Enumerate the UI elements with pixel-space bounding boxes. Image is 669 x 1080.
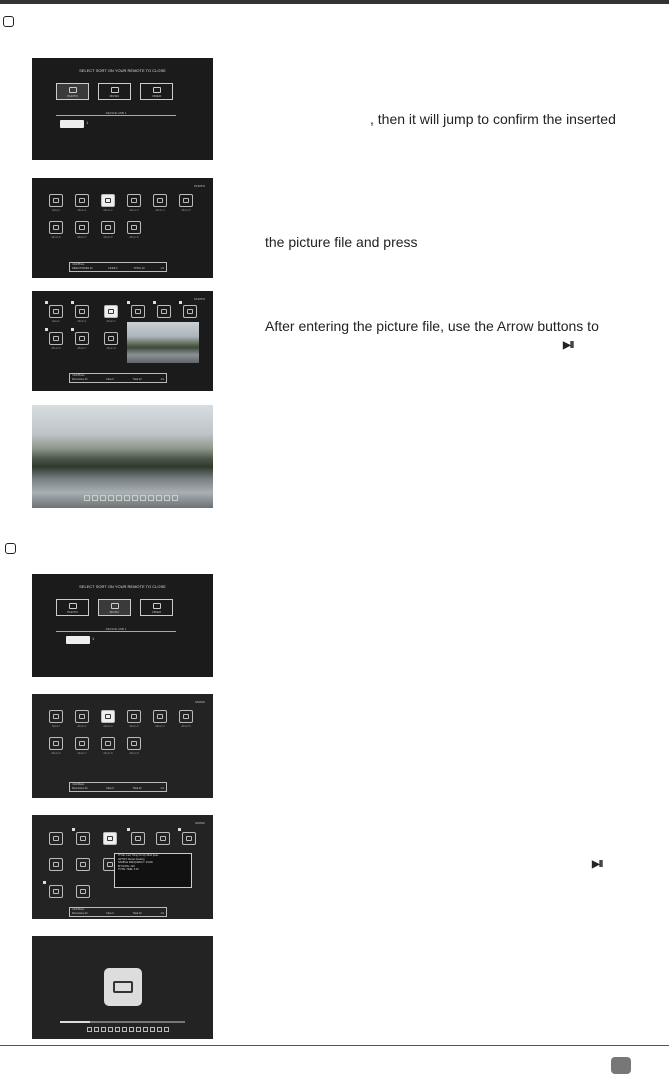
camera-icon bbox=[49, 221, 63, 234]
speaker-icon bbox=[127, 710, 141, 723]
speaker-icon bbox=[127, 737, 141, 750]
photo-select-screenshot bbox=[32, 291, 213, 391]
grid-label: Album 5 bbox=[181, 725, 191, 728]
speaker-icon bbox=[111, 603, 119, 609]
grid-label: Album 8 bbox=[103, 236, 113, 239]
speaker-icon bbox=[153, 710, 167, 723]
grid-label: Return bbox=[52, 725, 60, 728]
camera-icon bbox=[75, 332, 89, 345]
speaker-icon bbox=[49, 885, 63, 898]
checkbox-icon bbox=[178, 828, 181, 831]
source-photo: PHOTO bbox=[56, 83, 89, 100]
control-button-icon bbox=[129, 1027, 134, 1032]
usb-label: 1 bbox=[86, 120, 89, 125]
grid-label: Return bbox=[52, 320, 60, 323]
camera-icon bbox=[131, 305, 145, 318]
folder-label: MUSIC bbox=[195, 821, 205, 825]
return-icon bbox=[49, 194, 63, 207]
music-select-screenshot bbox=[32, 815, 213, 919]
source-music: MUSIC bbox=[98, 83, 131, 100]
control-button-icon bbox=[84, 495, 90, 501]
checkbox-icon bbox=[127, 301, 130, 304]
status-bar bbox=[69, 373, 167, 383]
grid-label: Return bbox=[52, 209, 60, 212]
status-page: 1/1 bbox=[160, 378, 164, 381]
control-button-icon bbox=[116, 495, 122, 501]
track-info-line: ARTIST: Ronan Keating bbox=[118, 857, 145, 861]
camera-icon bbox=[104, 332, 118, 345]
top-rule bbox=[0, 0, 669, 4]
grid-label: Album 2 bbox=[103, 725, 113, 728]
camera-icon bbox=[69, 603, 77, 609]
checkbox-icon bbox=[71, 328, 74, 331]
grid-label: Album 1 bbox=[77, 725, 87, 728]
music-playing-screenshot bbox=[32, 936, 213, 1039]
status-total: TOTAL:10 bbox=[133, 267, 145, 270]
status-path: /Usb/Music bbox=[72, 908, 85, 911]
track-info-box bbox=[114, 853, 192, 888]
status-dirs: Directories:10 bbox=[72, 787, 88, 790]
control-button-icon bbox=[136, 1027, 141, 1032]
source-row bbox=[56, 599, 173, 616]
control-button-icon bbox=[140, 495, 146, 501]
photo-preview bbox=[127, 322, 199, 363]
checkbox-icon bbox=[43, 881, 46, 884]
camera-icon bbox=[75, 194, 89, 207]
control-button-icon bbox=[156, 495, 162, 501]
photo-fullscreen-screenshot bbox=[32, 405, 213, 508]
play-pause-icon: ▶II bbox=[563, 340, 574, 351]
grid-label: Album 9 bbox=[129, 752, 139, 755]
video-icon bbox=[153, 603, 161, 609]
grid-label: Album 7 bbox=[77, 752, 87, 755]
status-files: Files:0 bbox=[106, 912, 114, 915]
grid-label: Album 6 bbox=[51, 236, 61, 239]
photo-desc-line-2: the picture file and press bbox=[265, 234, 418, 250]
status-dirs: DIRECTORIES:10 bbox=[72, 267, 93, 270]
speaker-icon bbox=[76, 885, 90, 898]
device-divider bbox=[56, 631, 176, 632]
camera-icon bbox=[75, 221, 89, 234]
camera-icon bbox=[183, 305, 197, 318]
bottom-rule bbox=[0, 1045, 669, 1046]
usb-icon bbox=[66, 636, 90, 644]
photo-desc-line-3: After entering the picture file, use the Arrow buttons to bbox=[265, 318, 599, 334]
control-button-icon bbox=[124, 495, 130, 501]
speaker-icon bbox=[182, 832, 196, 845]
control-button-icon bbox=[108, 1027, 113, 1032]
control-button-icon bbox=[172, 495, 178, 501]
status-total: Total:10 bbox=[132, 378, 142, 381]
grid-label: Album 3 bbox=[129, 725, 139, 728]
music-control-bar bbox=[87, 1027, 169, 1032]
status-page: 1/1 bbox=[160, 912, 164, 915]
folder-label: PHOTO bbox=[194, 184, 205, 188]
status-bar bbox=[69, 907, 167, 917]
track-info-line: TOTAL TIME: 3:15 bbox=[118, 868, 139, 872]
grid-label: Album 8 bbox=[103, 752, 113, 755]
photo-source-screenshot bbox=[32, 58, 213, 160]
checkbox-icon bbox=[45, 328, 48, 331]
folder-label: MUSIC bbox=[195, 700, 205, 704]
status-dirs: Directories:10 bbox=[72, 378, 88, 381]
control-button-icon bbox=[157, 1027, 162, 1032]
section-music-marker-icon bbox=[5, 543, 16, 554]
checkbox-icon bbox=[127, 828, 130, 831]
camera-icon bbox=[127, 221, 141, 234]
checkbox-icon bbox=[179, 301, 182, 304]
track-info-line: SAMPLE FREQUENCY: 44100 bbox=[118, 861, 153, 865]
grid-label: Album 5 bbox=[181, 209, 191, 212]
music-source-screenshot bbox=[32, 574, 213, 677]
source-video: VIDEO bbox=[140, 599, 173, 616]
device-divider bbox=[56, 115, 176, 116]
source-title: SELECT SORT ON YOUR REMOTE TO CLOSE bbox=[79, 584, 166, 589]
folder-label: PHOTO bbox=[194, 297, 205, 301]
grid-label: Album 4 bbox=[155, 725, 165, 728]
music-grid-screenshot bbox=[32, 694, 213, 798]
camera-icon bbox=[101, 194, 115, 207]
status-dirs: Directories:10 bbox=[72, 912, 88, 915]
source-music: MUSIC bbox=[98, 599, 131, 616]
track-info-line: BIT RATE: 128 bbox=[118, 864, 135, 868]
device-title: DEVICE USB 1 bbox=[105, 627, 127, 631]
control-button-icon bbox=[122, 1027, 127, 1032]
control-button-icon bbox=[101, 1027, 106, 1032]
camera-icon bbox=[153, 194, 167, 207]
status-bar bbox=[69, 782, 167, 792]
source-photo: PHOTO bbox=[56, 599, 89, 616]
camera-icon bbox=[104, 305, 118, 318]
section-photo-marker-icon bbox=[3, 16, 14, 27]
progress-fill bbox=[60, 1021, 90, 1023]
camera-icon bbox=[75, 305, 89, 318]
status-files: Files:0 bbox=[106, 787, 114, 790]
speaker-icon bbox=[101, 710, 115, 723]
speaker-icon bbox=[156, 832, 170, 845]
control-button-icon bbox=[143, 1027, 148, 1032]
speaker-icon bbox=[76, 858, 90, 871]
photo-grid-screenshot bbox=[32, 178, 213, 278]
grid-label: Album 9 bbox=[129, 236, 139, 239]
grid-label: Album 2 bbox=[103, 209, 113, 212]
status-page: 1/1 bbox=[160, 787, 164, 790]
control-button-icon bbox=[108, 495, 114, 501]
status-path: /Usb/Music bbox=[72, 783, 85, 786]
speaker-icon bbox=[103, 832, 117, 845]
grid-label: Album 4 bbox=[155, 209, 165, 212]
return-icon bbox=[49, 305, 63, 318]
camera-icon bbox=[101, 221, 115, 234]
speaker-icon bbox=[49, 737, 63, 750]
speaker-icon bbox=[101, 737, 115, 750]
speaker-icon bbox=[104, 968, 142, 1006]
status-files: FILES:0 bbox=[108, 267, 118, 270]
status-page: 1/1 bbox=[160, 267, 164, 270]
status-path: /Usb/Photo bbox=[72, 374, 85, 377]
speaker-icon bbox=[49, 858, 63, 871]
camera-icon bbox=[69, 87, 77, 93]
control-button-icon bbox=[132, 495, 138, 501]
control-button-icon bbox=[115, 1027, 120, 1032]
checkbox-icon bbox=[71, 301, 74, 304]
grid-label: Album 6 bbox=[51, 752, 61, 755]
speaker-icon bbox=[131, 832, 145, 845]
source-video: VIDEO bbox=[140, 83, 173, 100]
control-button-icon bbox=[100, 495, 106, 501]
control-button-icon bbox=[164, 1027, 169, 1032]
camera-icon bbox=[157, 305, 171, 318]
speaker-icon bbox=[75, 710, 89, 723]
source-title: SELECT SORT ON YOUR REMOTE TO CLOSE bbox=[79, 68, 166, 73]
camera-icon bbox=[49, 332, 63, 345]
return-icon bbox=[49, 832, 63, 845]
control-button-icon bbox=[94, 1027, 99, 1032]
photo-desc-line-1: , then it will jump to confirm the inserted bbox=[370, 111, 616, 127]
speaker-icon bbox=[75, 737, 89, 750]
control-button-icon bbox=[148, 495, 154, 501]
status-path: /Usb/Photo bbox=[72, 263, 85, 266]
camera-icon bbox=[127, 194, 141, 207]
control-button-icon bbox=[164, 495, 170, 501]
checkbox-icon bbox=[72, 828, 75, 831]
photo-control-bar bbox=[84, 495, 202, 502]
camera-icon bbox=[179, 194, 193, 207]
video-icon bbox=[153, 87, 161, 93]
usb-label: 1 bbox=[92, 636, 95, 641]
checkbox-icon bbox=[45, 301, 48, 304]
status-files: Files:0 bbox=[106, 378, 114, 381]
return-icon bbox=[49, 710, 63, 723]
grid-label: Album 1 bbox=[77, 320, 87, 323]
grid-label: Album 7 bbox=[77, 347, 87, 350]
status-total: Total:10 bbox=[132, 787, 142, 790]
control-button-icon bbox=[92, 495, 98, 501]
control-button-icon bbox=[150, 1027, 155, 1032]
track-info-line: TITLE: Last Thing On My Mind (feat... bbox=[118, 854, 160, 857]
speaker-icon bbox=[179, 710, 193, 723]
grid-label: Album 1 bbox=[77, 209, 87, 212]
control-button-icon bbox=[87, 1027, 92, 1032]
grid-label: Album 6 bbox=[51, 347, 61, 350]
grid-label: Album 2 bbox=[106, 320, 116, 323]
speaker-icon bbox=[76, 832, 90, 845]
status-total: Total:10 bbox=[132, 912, 142, 915]
grid-label: Album 8 bbox=[106, 347, 116, 350]
usb-icon bbox=[60, 120, 84, 128]
speaker-icon bbox=[111, 87, 119, 93]
checkbox-icon bbox=[153, 301, 156, 304]
grid-label: Album 7 bbox=[77, 236, 87, 239]
source-row bbox=[56, 83, 173, 100]
grid-label: Album 3 bbox=[129, 209, 139, 212]
status-bar bbox=[69, 262, 167, 272]
device-title: DEVICE USB 1 bbox=[105, 111, 127, 115]
page-number-badge bbox=[611, 1057, 631, 1074]
play-pause-icon: ▶II bbox=[592, 859, 603, 870]
